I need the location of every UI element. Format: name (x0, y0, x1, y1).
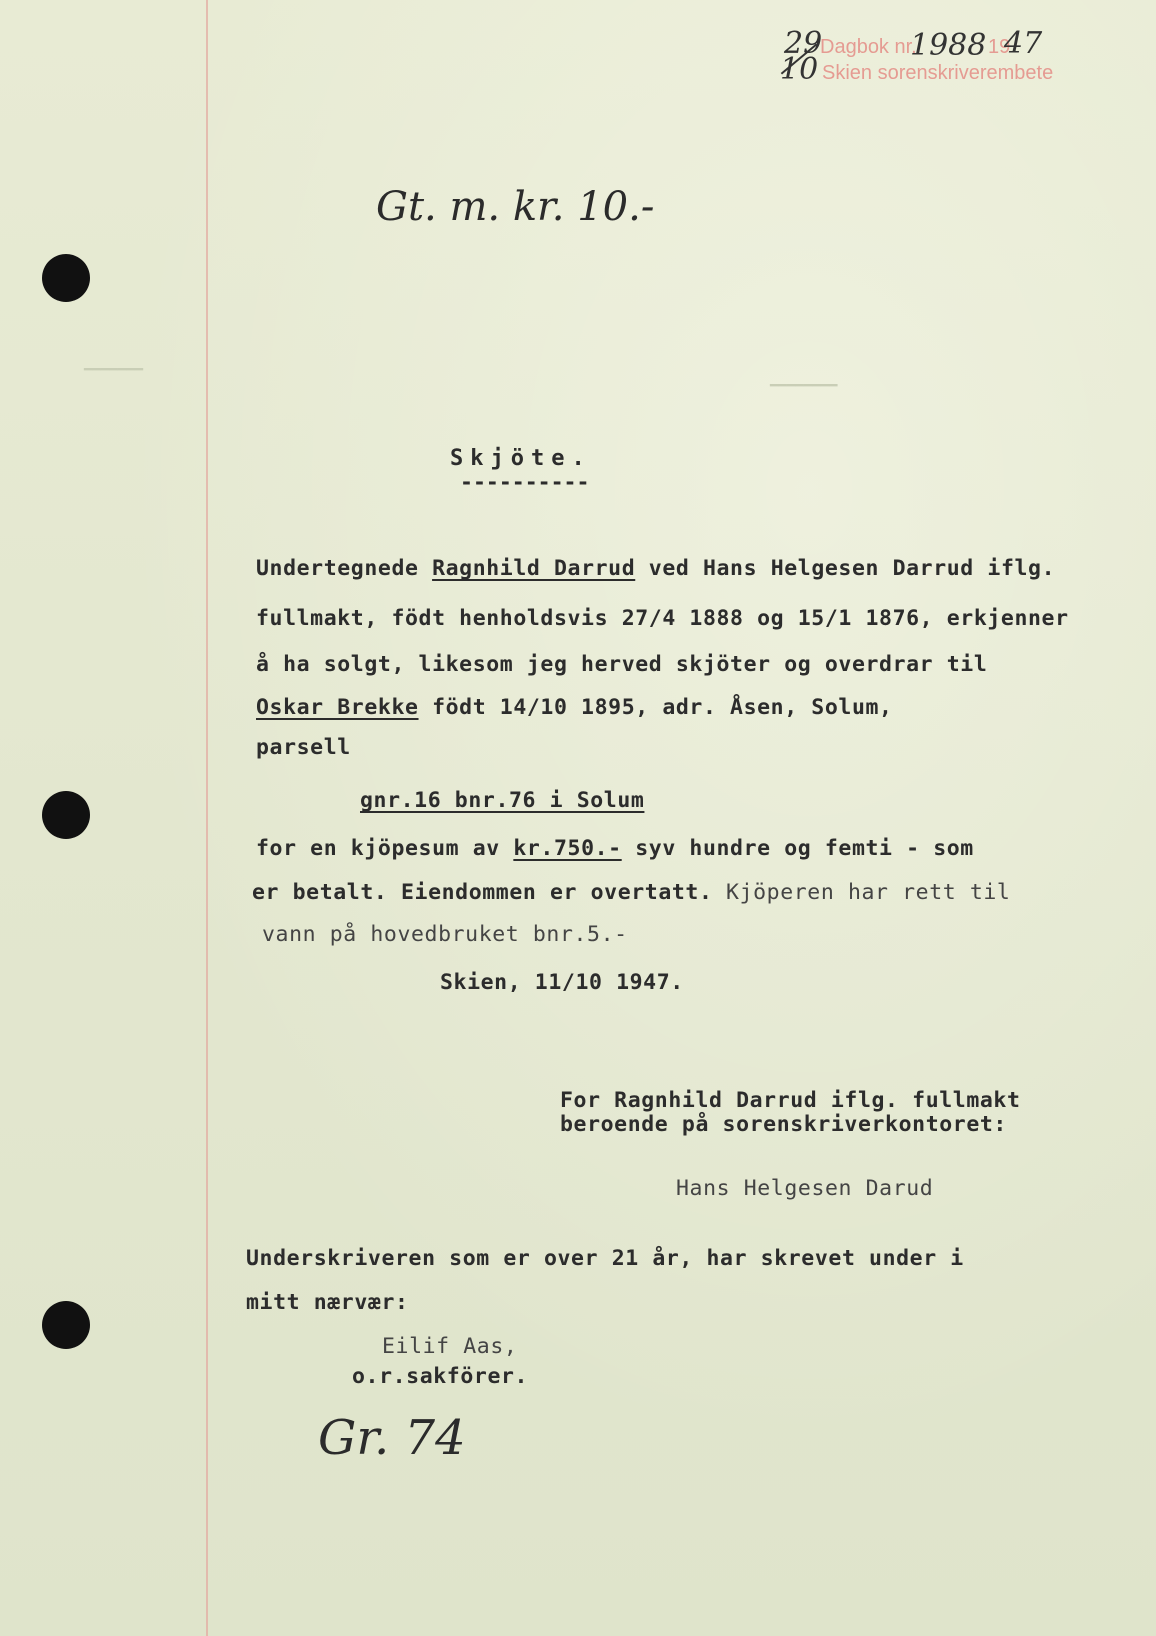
signature-line-2: beroende på sorenskriverkontoret: (560, 1112, 1007, 1137)
stamp-label: Dagbok nr. (820, 36, 917, 58)
body-line-2: fullmakt, födt henholdsvis 27/4 1888 og 15/1 1876, erkjenner (256, 606, 1069, 631)
seller-name: Ragnhild Darrud (432, 556, 636, 581)
body-line-8 (252, 880, 1010, 905)
body-text: födt 14/10 1895, adr. Åsen, Solum, (418, 695, 893, 720)
stamp-year-prefix: 19 (988, 36, 1011, 58)
body-line-3: å ha solgt, likesom jeg herved skjöter og overdrar til (256, 652, 988, 677)
stamp-date-day: 29 (784, 26, 823, 61)
witness-line-2: mitt nærvær: (246, 1290, 409, 1315)
punch-hole (42, 791, 90, 839)
body-text: syv hundre og femti - som (621, 836, 974, 861)
body-text: ved Hans Helgesen Darrud iflg. (635, 556, 1056, 581)
punch-hole (42, 254, 90, 302)
price: kr.750.- (513, 836, 622, 861)
witness-line-1: Underskriveren som er over 21 år, har skrevet under i (246, 1246, 964, 1271)
bleed-through-mark: ━━━━━━━━ (770, 378, 838, 394)
witness-title: o.r.sakförer. (352, 1364, 529, 1389)
bleed-through-mark: ━━━━━━━ (84, 362, 144, 378)
stamp-year: 47 (1004, 26, 1043, 61)
buyer-name: Oskar Brekke (256, 695, 419, 720)
stamp-date-month: 10 (780, 52, 819, 87)
body-text: Undertegnede (256, 556, 433, 581)
witness-name: Eilif Aas, (382, 1334, 518, 1359)
body-line-5: parsell (256, 735, 351, 760)
place-date: Skien, 11/10 1947. (440, 970, 684, 995)
stamp-office: Skien sorenskriverembete (822, 62, 1054, 84)
body-line-4 (256, 695, 893, 720)
document-title: Skjöte. (450, 446, 592, 471)
body-line-7 (256, 836, 974, 861)
body-text: er betalt. Eiendommen er overtatt. (252, 880, 713, 905)
footer-annotation: Gr. 74 (318, 1410, 466, 1466)
property-id: gnr.16 bnr.76 i Solum (360, 788, 645, 813)
body-line-1 (256, 556, 1055, 581)
body-line-9: vann på hovedbruket bnr.5.- (262, 922, 628, 947)
title-underline: ---------- (460, 470, 590, 495)
punch-hole (42, 1301, 90, 1349)
margin-rule (206, 0, 208, 1636)
stamp-record-number: 1988 (910, 28, 987, 63)
body-text: for en kjöpesum av (256, 836, 514, 861)
signature-line-1: For Ragnhild Darrud iflg. fullmakt (560, 1088, 1021, 1113)
body-text: Kjöperen har rett til (712, 880, 1011, 905)
fee-annotation: Gt. m. kr. 10.- (376, 184, 655, 230)
signer-name: Hans Helgesen Darud (676, 1176, 934, 1201)
